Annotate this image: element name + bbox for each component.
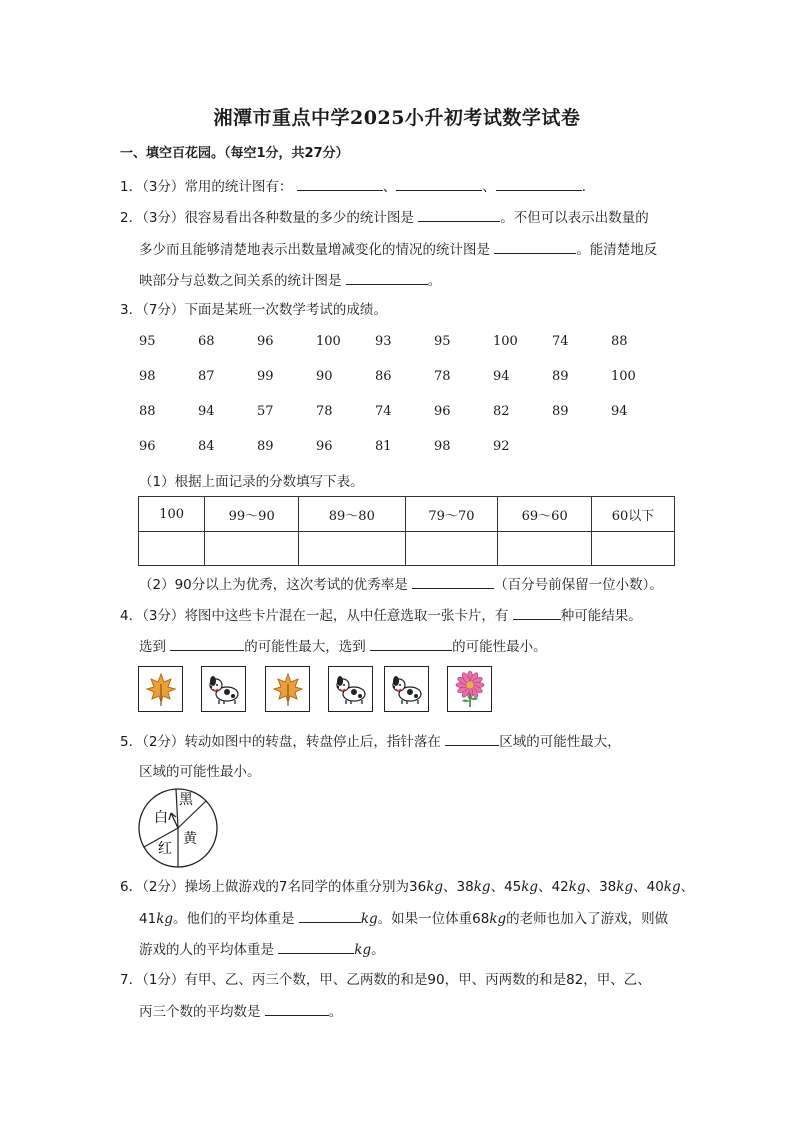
q4-blank-2[interactable] <box>170 636 244 651</box>
grade-table-answer-cell[interactable] <box>592 532 675 566</box>
score-value: 88 <box>139 404 156 419</box>
score-value: 94 <box>493 369 510 384</box>
q4-text: 选到 <box>139 639 166 655</box>
question-4-line-2 <box>139 636 547 657</box>
grade-table-answer-cell[interactable] <box>299 532 406 566</box>
q5-number: 5． <box>120 734 143 750</box>
score-value: 78 <box>316 404 333 419</box>
q7-text: 。 <box>328 1004 343 1020</box>
q3-number: 3． <box>120 302 143 318</box>
q6-weight: 38 <box>456 879 474 895</box>
grade-table-header: 60以下 <box>592 497 675 532</box>
score-value: 96 <box>257 334 274 349</box>
question-5-line-1 <box>120 731 621 752</box>
maple-leaf-card <box>265 666 310 712</box>
q2-text: 很容易看出各种数量的多少的统计图是 <box>184 210 414 226</box>
region-yellow: 黄 <box>183 831 197 847</box>
dog-card <box>384 666 429 712</box>
q4-points: （3分） <box>142 608 185 624</box>
q3-blank-rate[interactable] <box>412 574 494 589</box>
score-value: 94 <box>611 404 628 419</box>
q6-blank-2[interactable] <box>278 939 354 954</box>
q2-text: 。 <box>427 273 442 289</box>
question-6-line-1 <box>120 877 694 897</box>
q3-sub2-text: （2）90分以上为优秀，这次考试的优秀率是 <box>139 577 408 593</box>
region-black: 黑 <box>179 792 193 808</box>
question-7-line-2 <box>139 1001 342 1022</box>
grade-table-header: 69～60 <box>498 497 592 532</box>
grade-table-answer-row <box>139 532 675 566</box>
question-4-line-1 <box>120 605 642 626</box>
grade-table-answer-cell[interactable] <box>405 532 498 566</box>
question-2-line-2 <box>139 239 657 260</box>
q6-sep: 、 <box>490 879 505 895</box>
q3-points: （7分） <box>142 302 185 318</box>
q7-points: （1分） <box>142 972 185 988</box>
q6-blank-1[interactable] <box>299 908 361 923</box>
score-value: 100 <box>493 334 518 349</box>
q2-text: 。能清楚地反 <box>576 242 658 258</box>
score-row <box>139 439 699 459</box>
score-value: 93 <box>375 334 392 349</box>
q1-blank-2[interactable] <box>396 176 482 191</box>
q6-unit: kg <box>354 942 372 958</box>
flower-card <box>447 666 492 712</box>
score-value: 90 <box>316 369 333 384</box>
section-1-heading: 一、填空百花园。（每空1分，共27分） <box>120 146 349 161</box>
q3-sub2-text: （百分号前保留一位小数）。 <box>494 577 663 593</box>
q6-weight: 36 <box>409 879 427 895</box>
grade-table-header: 79～70 <box>405 497 498 532</box>
score-value: 81 <box>375 439 392 454</box>
q1-sep: 、 <box>482 179 496 195</box>
score-value: 82 <box>493 404 510 419</box>
q6-unit: kg <box>663 879 681 895</box>
q6-unit: kg <box>360 911 378 927</box>
dog-icon <box>332 670 370 708</box>
q7-number: 7． <box>120 972 143 988</box>
q6-weights <box>409 879 694 895</box>
score-value: 96 <box>316 439 333 454</box>
q6-text: 。如果一位体重 <box>377 911 473 927</box>
q6-points: （2分） <box>142 879 185 895</box>
score-row <box>139 334 699 354</box>
score-value: 98 <box>139 369 156 384</box>
grade-table-header: 99～90 <box>205 497 299 532</box>
q1-text: 常用的统计图有： <box>184 179 293 195</box>
q4-text: 种可能结果。 <box>560 608 642 624</box>
score-value: 100 <box>611 369 636 384</box>
score-value: 57 <box>257 404 274 419</box>
score-value: 74 <box>552 334 569 349</box>
q4-number: 4． <box>120 608 143 624</box>
score-value: 94 <box>198 404 215 419</box>
score-value: 99 <box>257 369 274 384</box>
q4-text: 的可能性最小。 <box>452 639 547 655</box>
q4-text: 的可能性最大，选到 <box>244 639 366 655</box>
q1-number: 1． <box>120 179 143 195</box>
q6-unit: kg <box>616 879 634 895</box>
q1-blank-3[interactable] <box>496 176 582 191</box>
score-value: 96 <box>434 404 451 419</box>
q7-text: 丙三个数的平均数是 <box>139 1004 261 1020</box>
score-row <box>139 369 699 389</box>
score-value: 89 <box>552 369 569 384</box>
q6-sep: 、 <box>633 879 647 895</box>
score-value: 92 <box>493 439 510 454</box>
question-5-line-2: 区域的可能性最小。 <box>139 764 261 780</box>
score-value: 96 <box>139 439 156 454</box>
question-3 <box>120 300 387 320</box>
score-value: 68 <box>198 334 215 349</box>
q6-sep: 、 <box>680 879 695 895</box>
exam-title: 湘潭市重点中学2025小升初考试数学试卷 <box>213 107 581 129</box>
q2-blank-3[interactable] <box>346 270 428 285</box>
q6-text: 的老师也加入了游戏，则做 <box>506 911 669 927</box>
score-row <box>139 404 699 424</box>
spinner-wheel <box>137 787 219 869</box>
q2-points: （3分） <box>142 210 185 226</box>
score-value: 98 <box>434 439 451 454</box>
dog-card <box>201 666 246 712</box>
q6-text: 游戏的人的平均体重是 <box>139 942 274 958</box>
grade-table-answer-cell[interactable] <box>498 532 592 566</box>
q6-unit: kg <box>156 911 174 927</box>
question-6-line-2 <box>139 908 668 929</box>
score-value: 74 <box>375 404 392 419</box>
question-1 <box>120 176 595 197</box>
question-2-line-1 <box>120 207 649 228</box>
q1-points: （3分） <box>142 179 185 195</box>
q6-weight: 38 <box>599 879 617 895</box>
q1-blank-1[interactable] <box>297 176 383 191</box>
dog-card <box>328 666 373 712</box>
q2-text: 多少而且能够清楚地表示出数量增减变化的情况的统计图是 <box>139 242 490 258</box>
region-white: 白 <box>154 810 168 826</box>
q2-text: 。不但可以表示出数量的 <box>500 210 649 226</box>
flower-icon <box>451 670 489 708</box>
question-7-line-1 <box>120 970 651 990</box>
q6-weight: 45 <box>504 879 522 895</box>
grade-table-answer-cell[interactable] <box>139 532 205 566</box>
dog-icon <box>205 670 243 708</box>
q5-points: （2分） <box>142 734 185 750</box>
q6-unit: kg <box>568 879 586 895</box>
score-value: 100 <box>316 334 341 349</box>
q6-number: 6． <box>120 879 143 895</box>
q6-unit: kg <box>489 911 507 927</box>
score-value: 89 <box>552 404 569 419</box>
maple-leaf-icon <box>142 670 180 708</box>
q2-blank-2[interactable] <box>494 239 576 254</box>
q1-end: ． <box>581 179 596 195</box>
q6-weight: 41 <box>139 911 157 927</box>
score-value: 87 <box>198 369 215 384</box>
q5-text: 区域的可能性最大， <box>499 734 621 750</box>
q4-blank-3[interactable] <box>370 636 452 651</box>
q7-blank-1[interactable] <box>265 1001 329 1016</box>
q6-text: 。他们的平均体重是 <box>173 911 295 927</box>
q6-sep: 、 <box>585 879 600 895</box>
q5-blank-1[interactable] <box>445 731 499 746</box>
grade-table-header-row <box>139 497 675 532</box>
grade-table <box>138 496 675 566</box>
q3-sub-2 <box>139 574 663 595</box>
q5-text: 转动如图中的转盘，转盘停止后，指针落在 <box>184 734 441 750</box>
q6-text: 。 <box>371 942 385 958</box>
score-value: 89 <box>257 439 274 454</box>
maple-leaf-icon <box>269 670 307 708</box>
dog-icon <box>388 670 426 708</box>
q6-unit: kg <box>473 879 491 895</box>
q3-sub-1: （1）根据上面记录的分数填写下表。 <box>139 474 364 490</box>
score-value: 84 <box>198 439 215 454</box>
region-red: 红 <box>158 841 172 857</box>
q6-teacher-weight: 68 <box>472 911 490 927</box>
q6-unit: kg <box>521 879 539 895</box>
grade-table-header: 100 <box>139 497 205 532</box>
q1-sep: 、 <box>382 179 397 195</box>
q6-weight: 40 <box>646 879 664 895</box>
score-value: 88 <box>611 334 628 349</box>
score-value: 95 <box>434 334 451 349</box>
q4-text: 将图中这些卡片混在一起，从中任意选取一张卡片，有 <box>184 608 509 624</box>
score-value: 78 <box>434 369 451 384</box>
q3-text: 下面是某班一次数学考试的成绩。 <box>184 302 387 318</box>
q6-sep: 、 <box>443 879 457 895</box>
q6-sep: 、 <box>538 879 552 895</box>
q2-blank-1[interactable] <box>418 207 500 222</box>
maple-leaf-card <box>138 666 183 712</box>
q6-weight: 42 <box>551 879 569 895</box>
score-value: 86 <box>375 369 392 384</box>
grade-table-answer-cell[interactable] <box>205 532 299 566</box>
q6-unit: kg <box>426 879 444 895</box>
question-2-line-3 <box>139 270 441 291</box>
q7-text: 有甲、乙、丙三个数，甲、乙两数的和是90，甲、丙两数的和是82，甲、乙、 <box>184 972 651 988</box>
question-6-line-3 <box>139 939 385 960</box>
score-value: 95 <box>139 334 156 349</box>
q2-number: 2． <box>120 210 143 226</box>
q6-text: 操场上做游戏的7名同学的体重分别为 <box>184 879 410 895</box>
q4-blank-1[interactable] <box>513 605 561 620</box>
q2-text: 映部分与总数之间关系的统计图是 <box>139 273 342 289</box>
grade-table-header: 89～80 <box>299 497 406 532</box>
